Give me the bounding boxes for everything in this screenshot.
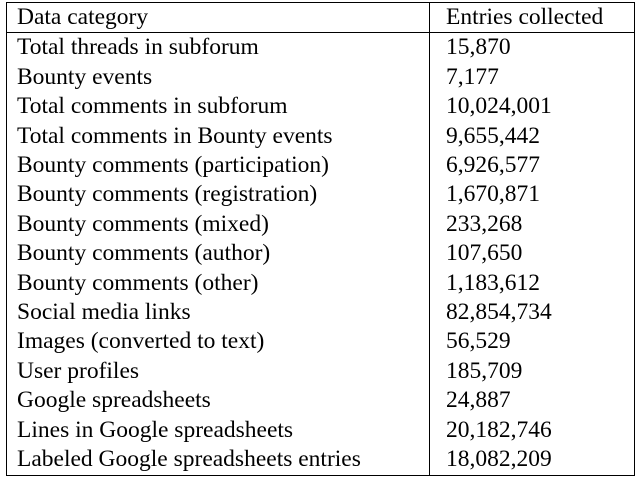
table-row [7,416,635,445]
category-cell: Bounty comments (registration) [7,180,430,209]
table-row [7,445,635,475]
table-row [7,357,635,386]
table-row [7,298,635,327]
table-row [7,33,635,63]
entries-cell: 82,854,734 [430,298,635,327]
category-cell: User profiles [7,357,430,386]
category-cell: Bounty events [7,63,430,92]
table-header [7,3,635,33]
category-cell: Total comments in Bounty events [7,122,430,151]
header-row [7,3,635,33]
category-cell: Total comments in subforum [7,92,430,121]
header-entries-collected: Entries collected [430,3,635,33]
table-row [7,63,635,92]
entries-cell: 1,670,871 [430,180,635,209]
entries-cell: 185,709 [430,357,635,386]
entries-cell: 1,183,612 [430,269,635,298]
entries-cell: 107,650 [430,239,635,268]
table-row [7,92,635,121]
table-row [7,386,635,415]
entries-cell: 18,082,209 [430,445,635,475]
table-row [7,327,635,356]
category-cell: Bounty comments (other) [7,269,430,298]
table-row [7,210,635,239]
data-table-container [6,2,634,476]
category-cell: Google spreadsheets [7,386,430,415]
data-table [6,2,635,476]
header-data-category: Data category [7,3,430,33]
category-cell: Bounty comments (author) [7,239,430,268]
category-cell: Labeled Google spreadsheets entries [7,445,430,475]
entries-cell: 56,529 [430,327,635,356]
category-cell: Bounty comments (participation) [7,151,430,180]
entries-cell: 20,182,746 [430,416,635,445]
category-cell: Lines in Google spreadsheets [7,416,430,445]
entries-cell: 15,870 [430,33,635,63]
entries-cell: 24,887 [430,386,635,415]
entries-cell: 9,655,442 [430,122,635,151]
entries-cell: 233,268 [430,210,635,239]
category-cell: Bounty comments (mixed) [7,210,430,239]
category-cell: Images (converted to text) [7,327,430,356]
table-row [7,269,635,298]
entries-cell: 6,926,577 [430,151,635,180]
table-row [7,122,635,151]
entries-cell: 10,024,001 [430,92,635,121]
table-row [7,180,635,209]
category-cell: Social media links [7,298,430,327]
table-row [7,151,635,180]
table-body [7,33,635,475]
table-row [7,239,635,268]
entries-cell: 7,177 [430,63,635,92]
category-cell: Total threads in subforum [7,33,430,63]
